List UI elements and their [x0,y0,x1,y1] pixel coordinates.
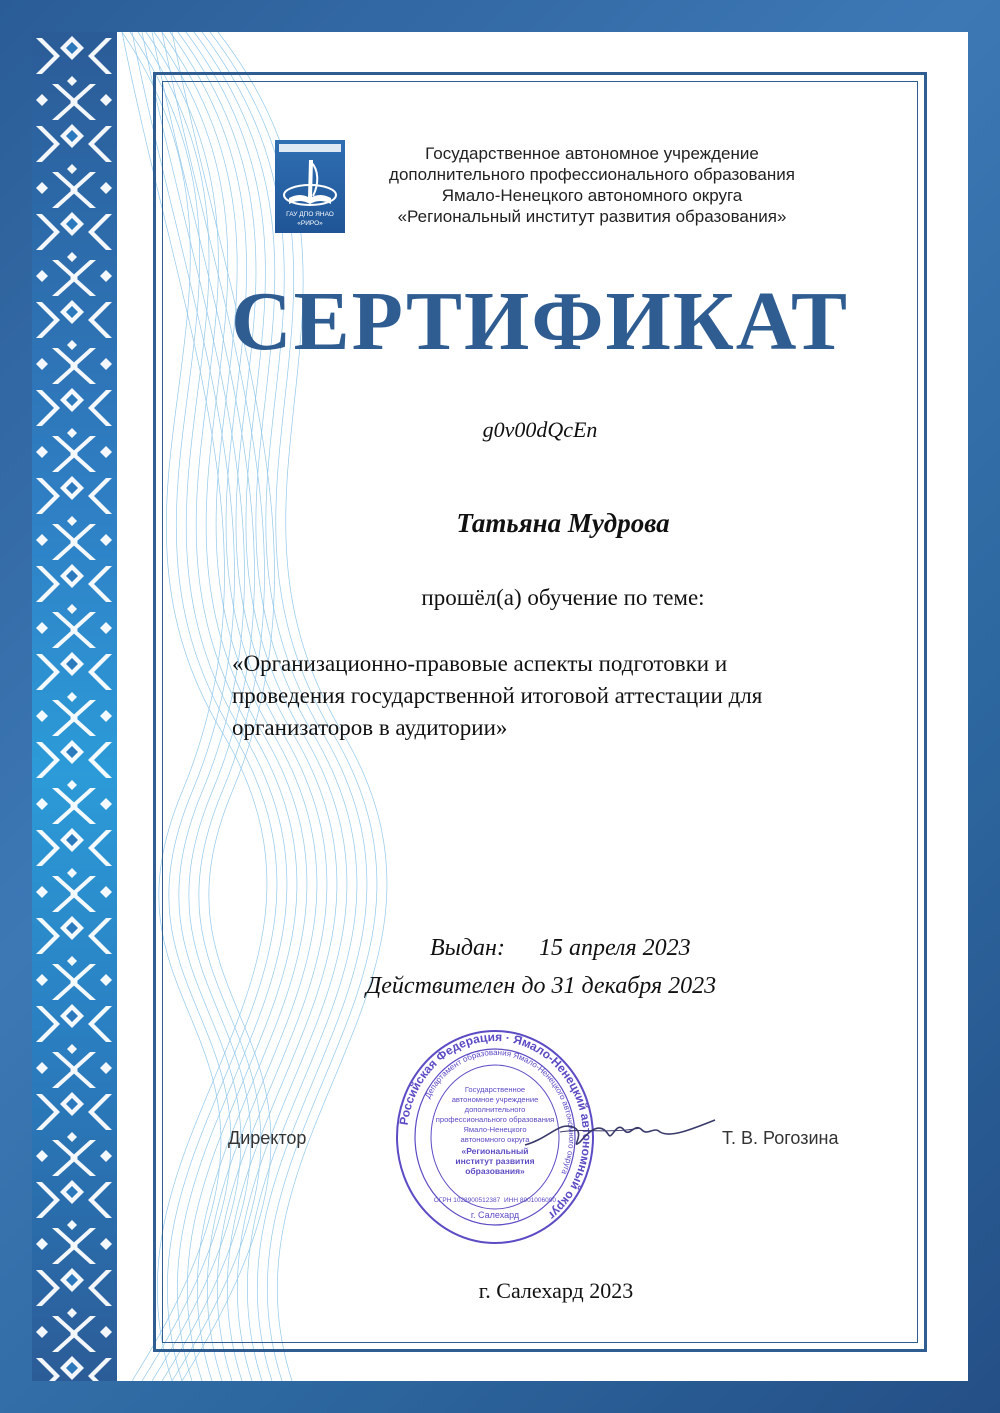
book-tower-icon [275,140,345,233]
svg-text:образования»: образования» [465,1166,525,1176]
org-line-1: Государственное автономное учреждение [425,144,759,163]
certificate-code: g0v00dQcEn [482,417,598,442]
svg-text:«Региональный: «Региональный [461,1146,529,1156]
svg-text:автономное учреждение: автономное учреждение [451,1095,539,1104]
svg-text:г. Салехард: г. Салехард [470,1210,520,1220]
svg-text:дополнительного: дополнительного [464,1105,526,1114]
certificate-title: СЕРТИФИКАТ [230,275,850,368]
svg-text:автономного округа: автономного округа [460,1135,530,1144]
issued-date: 15 апреля 2023 [538,935,691,961]
org-line-3: Ямало-Ненецкого автономного округа [441,186,743,205]
valid-until: Действителен до 31 декабря 2023 [366,973,717,999]
svg-text:Департамент образования Ямало-: Департамент образования Ямало-Ненецкого автономного округа [423,1047,577,1176]
svg-text:ОГРН 1028900512387: ОГРН 1028900512387 [433,1197,501,1204]
svg-text:ИНН 8901006090: ИНН 8901006090 [503,1197,557,1204]
topic-line-3: организаторов в аудитории» [232,715,508,740]
signatory-position: Директор [228,1128,307,1148]
svg-text:институт развития: институт развития [455,1156,535,1166]
issued-row [430,935,691,962]
issued-label: Выдан: [430,935,505,961]
svg-text:ГАУ ДПО ЯНАО: ГАУ ДПО ЯНАО [286,211,334,218]
org-line-4: «Региональный институт развития образования» [397,207,787,226]
topic-line-2: проведения государственной итоговой аттестации для [232,683,763,708]
organization-name [362,143,822,227]
svg-text:«РИРО»: «РИРО» [297,220,323,227]
svg-text:Ямало-Ненецкого: Ямало-Ненецкого [463,1125,527,1134]
city-year: г. Салехард 2023 [478,1278,634,1303]
org-line-2: дополнительного профессионального образования [389,165,795,184]
svg-text:Российская Федерация · Ямало-Н: Российская Федерация · Ямало-Ненецкий автономный округ [396,1030,595,1223]
svg-text:Государственное: Государственное [464,1085,526,1094]
director-signature [520,1100,720,1160]
signatory-name: Т. В. Рогозина [722,1128,839,1148]
institute-logo [275,140,345,233]
completed-text: прошёл(а) обучение по теме: [421,585,705,610]
svg-text:профессионального образования: профессионального образования [435,1115,555,1124]
course-topic [232,648,872,744]
topic-line-1: «Организационно-правовые аспекты подготовки и [232,651,728,676]
recipient-name: Татьяна Мудрова [456,508,670,538]
